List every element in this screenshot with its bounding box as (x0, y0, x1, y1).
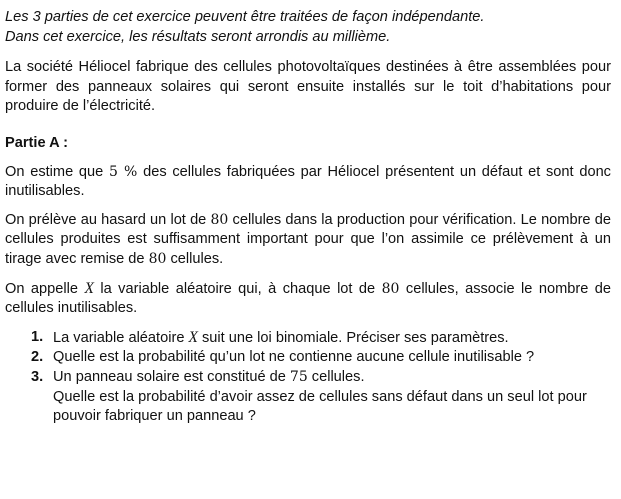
part-a-title: Partie A : (5, 134, 68, 151)
part-a-paragraph-3 (5, 279, 611, 319)
q3-text-after: cellules. (307, 368, 365, 385)
question-1 (31, 328, 611, 349)
question-2 (31, 348, 611, 368)
question-2-number: 2. (31, 349, 44, 366)
q2-text: Quelle est la probabilité qu’un lot ne contienne aucune cellule inutilisable ? (53, 349, 535, 366)
p1-text-after: des cellules fabriquées par Héliocel présentent un défaut et sont donc inutilisables. (5, 163, 611, 200)
q3-line-2: Quelle est la probabilité d’avoir assez de cellules sans défaut dans un seul lot pour pouvoir fabriquer un panneau ? (53, 388, 587, 425)
question-3-number: 3. (31, 368, 44, 385)
q1-text-before: La variable aléatoire (53, 329, 189, 346)
p3-text-before: On appelle (5, 280, 85, 297)
p3-text-middle: la variable aléatoire qui, à chaque lot de (93, 280, 382, 297)
p2-draw-size: 80 (148, 250, 167, 267)
p2-text-before: On prélève au hasard un lot de (5, 211, 211, 228)
q3-panel-size: 75 (289, 368, 308, 385)
p3-variable: X (84, 279, 94, 297)
part-a-paragraph-1 (5, 163, 611, 202)
q1-variable: X (188, 328, 198, 346)
p1-percent-value: 5 % (109, 163, 138, 180)
part-a-paragraph-2 (5, 211, 611, 270)
question-1-number: 1. (31, 328, 44, 345)
p2-lot-size: 80 (210, 211, 229, 228)
question-3 (31, 368, 611, 427)
p2-text-middle: cellules dans la production pour vérification. Le nombre de cellules produites est suffisamment important pour que l’on assimile ce prélèvement à un tirage avec remise de (5, 211, 611, 267)
context-paragraph: La société Héliocel fabrique des cellules photovoltaïques destinées à être assemblées pour former des panneaux solaires qui seront ensuite installés sur le toit d’habitations pour produire de l’électricité. (5, 59, 611, 115)
q1-text-after: suit une loi binomiale. Préciser ses paramètres. (197, 329, 509, 346)
question-list (5, 328, 611, 427)
p1-text-before: On estime que (5, 163, 110, 180)
intro-line-2: Dans cet exercice, les résultats seront arrondis au millième. (5, 28, 391, 45)
q3-line-1 (53, 368, 611, 388)
q3-text-before: Un panneau solaire est constitué de (53, 368, 290, 385)
intro-line-1: Les 3 parties de cet exercice peuvent être traitées de façon indépendante. (5, 9, 485, 25)
p3-lot-size: 80 (381, 280, 400, 297)
p3-text-after: cellules, associe le nombre de cellules inutilisables. (5, 280, 611, 317)
p2-text-after: cellules. (166, 250, 224, 267)
intro-note (5, 8, 611, 47)
